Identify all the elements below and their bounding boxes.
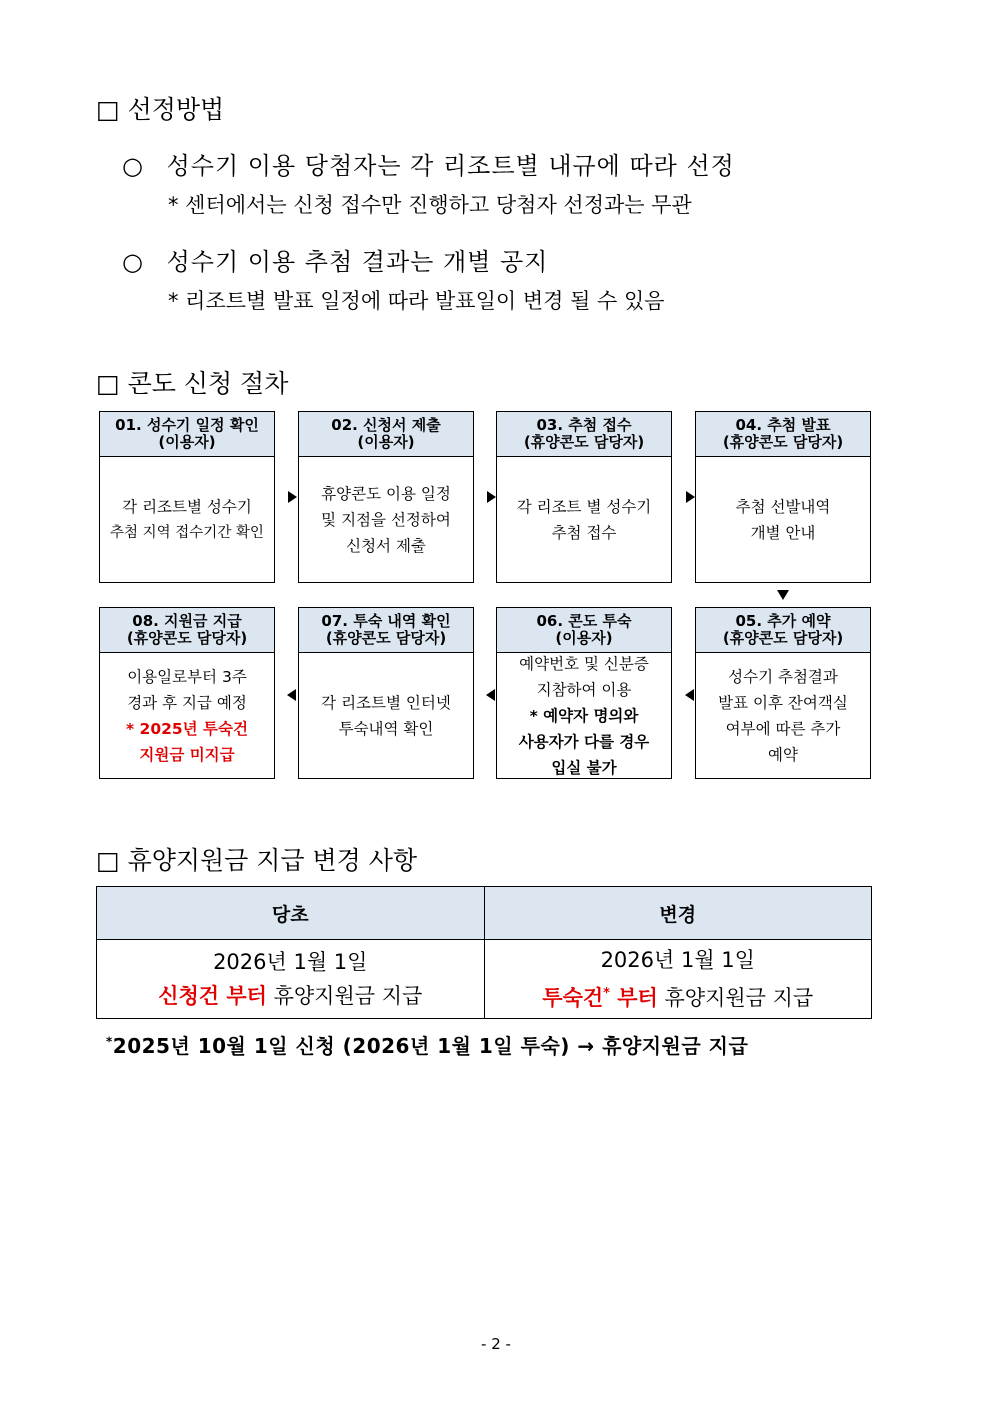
step-body — [497, 653, 671, 778]
step-body-line: 각 리조트별 인터넷 — [321, 693, 451, 712]
step-role: (휴양콘도 담당자) — [722, 629, 844, 647]
selection-note-1: * 센터에서는 신청 접수만 진행하고 당첨자 선정과는 무관 — [168, 193, 692, 217]
before-date: 2026년 1월 1일 — [213, 950, 368, 974]
step-role: (휴양콘도 담당자) — [722, 433, 844, 451]
step-body-line: 각 리조트 별 성수기 — [516, 497, 652, 516]
step-header — [497, 412, 671, 457]
step-role: (이용자) — [158, 433, 216, 451]
step-role: (이용자) — [357, 433, 415, 451]
section-title-procedure: □ 콘도 신청 절차 — [96, 369, 289, 398]
step-01-box — [99, 411, 275, 583]
step-07-box — [298, 607, 474, 779]
step-body-line: 발표 이후 잔여객실 — [718, 693, 848, 712]
cell-before — [97, 940, 485, 1019]
step-header — [299, 412, 473, 457]
after-emphasis: 투숙건 — [542, 986, 604, 1010]
selection-note-2: * 리조트별 발표 일정에 따라 발표일이 변경 될 수 있음 — [168, 289, 665, 313]
before-emphasis: 신청건 부터 — [158, 984, 267, 1008]
step-title: 04. 추첨 발표 — [735, 416, 831, 434]
step-body — [696, 457, 870, 582]
change-table — [96, 886, 872, 1019]
step-body-line: 지참하여 이용 — [536, 680, 632, 699]
footnote — [106, 1030, 748, 1059]
step-body-line: 추첨 선발내역 — [735, 497, 831, 516]
footnote-mark: * — [106, 1034, 113, 1049]
step-02-box — [298, 411, 474, 583]
step-body-line: 개별 안내 — [750, 523, 816, 542]
before-rest: 휴양지원금 지급 — [266, 984, 423, 1008]
step-body-line: 예약번호 및 신분증 — [519, 654, 649, 673]
arrow-left-icon — [287, 689, 296, 701]
selection-bullet-1 — [122, 146, 735, 181]
arrow-left-icon — [486, 689, 495, 701]
step-body — [100, 653, 274, 778]
arrow-right-icon — [487, 491, 496, 503]
before-desc — [97, 979, 484, 1013]
selection-bullet-2 — [122, 242, 548, 277]
step-body-line: 추첨 지역 접수기간 확인 — [110, 524, 264, 541]
step-warning-line: 입실 불가 — [551, 758, 617, 777]
step-03-box — [496, 411, 672, 583]
step-body — [299, 457, 473, 582]
footnote-text: 2025년 10월 1일 신청 (2026년 1월 1일 투숙) → 휴양지원금 지급 — [112, 1034, 749, 1058]
step-body-line: 추첨 접수 — [551, 523, 617, 542]
step-body — [100, 457, 274, 582]
page-number: - 2 - — [481, 1335, 511, 1353]
step-title: 06. 콘도 투숙 — [536, 612, 632, 630]
step-title: 08. 지원금 지급 — [132, 612, 242, 630]
step-header — [100, 412, 274, 457]
bullet-text: 성수기 이용 당첨자는 각 리조트별 내규에 따라 선정 — [166, 152, 735, 180]
step-header — [696, 412, 870, 457]
step-body-line: 이용일로부터 3주 — [127, 667, 247, 686]
step-body-line: 성수기 추첨결과 — [728, 667, 838, 686]
arrow-down-icon — [777, 590, 789, 600]
step-body — [299, 653, 473, 778]
step-05-box — [695, 607, 871, 779]
step-04-box — [695, 411, 871, 583]
step-title: 01. 성수기 일정 확인 — [115, 416, 259, 434]
bullet-marker: ○ — [122, 248, 144, 276]
step-body-line: 각 리조트별 성수기 — [122, 497, 252, 516]
after-date: 2026년 1월 1일 — [600, 948, 755, 972]
step-warning-line: * 예약자 명의와 — [529, 706, 639, 725]
section-title-selection: □ 선정방법 — [96, 95, 225, 124]
cell-after — [484, 940, 872, 1019]
step-body-line: 경과 후 지급 예정 — [127, 693, 247, 712]
step-role: (휴양콘도 담당자) — [523, 433, 645, 451]
step-title: 03. 추첨 접수 — [536, 416, 632, 434]
step-header — [497, 608, 671, 653]
after-desc — [485, 977, 872, 1015]
after-emphasis-2: 부터 — [609, 986, 658, 1010]
step-body-line: 투숙내역 확인 — [338, 719, 434, 738]
step-warning-line: * 2025년 투숙건 — [126, 719, 248, 738]
after-footnote-mark: * — [603, 986, 610, 1001]
arrow-right-icon — [288, 491, 297, 503]
step-header — [100, 608, 274, 653]
table-row — [97, 940, 872, 1019]
step-title: 05. 추가 예약 — [735, 612, 831, 630]
step-08-box — [99, 607, 275, 779]
step-body-line: 신청서 제출 — [346, 536, 426, 555]
step-warning-line: 사용자가 다를 경우 — [518, 732, 650, 751]
step-role: (이용자) — [555, 629, 613, 647]
step-06-box — [496, 607, 672, 779]
step-warning-line: 지원금 미지급 — [139, 745, 235, 764]
step-header — [696, 608, 870, 653]
step-body-line: 휴양콘도 이용 일정 — [321, 484, 451, 503]
section-title-change: □ 휴양지원금 지급 변경 사항 — [96, 846, 418, 875]
step-role: (휴양콘도 담당자) — [325, 629, 447, 647]
column-header-before: 당초 — [97, 887, 485, 940]
step-role: (휴양콘도 담당자) — [126, 629, 248, 647]
step-body — [497, 457, 671, 582]
step-title: 02. 신청서 제출 — [331, 416, 441, 434]
step-header — [299, 608, 473, 653]
arrow-left-icon — [685, 689, 694, 701]
bullet-marker: ○ — [122, 152, 144, 180]
step-title: 07. 투숙 내역 확인 — [321, 612, 451, 630]
column-header-after: 변경 — [484, 887, 872, 940]
step-body-line: 여부에 따른 추가 — [725, 719, 841, 738]
step-body — [696, 653, 870, 778]
after-rest: 휴양지원금 지급 — [657, 986, 814, 1010]
step-body-line: 및 지점을 선정하여 — [321, 510, 451, 529]
step-body-line: 예약 — [768, 745, 798, 764]
arrow-right-icon — [686, 491, 695, 503]
table-header-row — [97, 887, 872, 940]
bullet-text: 성수기 이용 추첨 결과는 개별 공지 — [166, 248, 549, 276]
